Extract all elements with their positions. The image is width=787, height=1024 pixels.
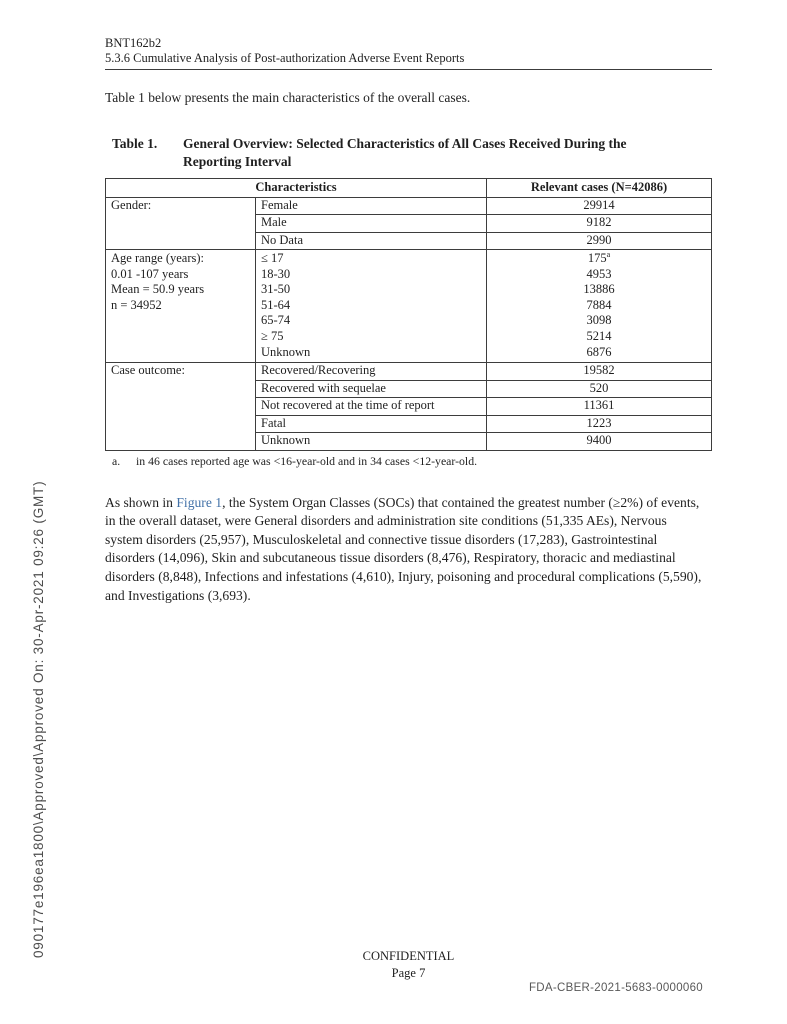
outcome-section-label: Case outcome: (106, 363, 256, 451)
table1-header-row (106, 179, 712, 198)
page-number: Page 7 (391, 965, 426, 980)
header-section-title: 5.3.6 Cumulative Analysis of Post-authorization Adverse Event Reports (105, 51, 712, 70)
table1-caption-text: General Overview: Selected Characteristics of All Cases Received During the Reporting Interval (183, 136, 627, 169)
document-header (105, 36, 712, 70)
value-cell: 9182 (487, 215, 712, 233)
confidential-label: CONFIDENTIAL (362, 949, 455, 963)
value-cell: 29914 (487, 197, 712, 215)
header-product-name: BNT162b2 (105, 36, 162, 50)
table-row-gender-female (106, 197, 712, 215)
value-cell: 9400 (487, 433, 712, 451)
age-groups-cell: ≤ 17 18-30 31-50 51-64 65-74 ≥ 75 Unknown (256, 250, 487, 363)
footnote-marker: a. (112, 453, 121, 468)
paragraph-text-pre: As shown in (105, 494, 177, 510)
category-cell: Recovered with sequelae (256, 380, 487, 398)
category-cell: Female (256, 197, 487, 215)
gender-section-label: Gender: (106, 197, 256, 250)
footnote-reference: a (606, 249, 611, 259)
intro-sentence: Table 1 below presents the main characteristics of the overall cases. (105, 90, 471, 105)
category-cell: Unknown (256, 433, 487, 451)
table1 (105, 178, 712, 451)
value-cell: 520 (487, 380, 712, 398)
table1-footnote (112, 454, 712, 468)
category-cell: Not recovered at the time of report (256, 398, 487, 416)
body-paragraph (105, 494, 704, 606)
category-cell: Fatal (256, 415, 487, 433)
footnote-text: in 46 cases reported age was <16-year-old and in 34 cases <12-year-old. (136, 453, 478, 468)
page-content (105, 36, 712, 605)
page-footer (105, 948, 712, 981)
value-cell: 11361 (487, 398, 712, 416)
figure1-link[interactable]: Figure 1 (176, 494, 223, 510)
age-values-cell: 175$^a$ 4953 13886 7884 3098 5214 6876 (487, 250, 712, 363)
value-cell: 1223 (487, 415, 712, 433)
table-row-outcome-recovered (106, 363, 712, 381)
column-header-relevant-cases: Relevant cases (N=42086) (487, 179, 712, 198)
column-header-characteristics: Characteristics (106, 179, 487, 198)
table1-caption-label: Table 1. (112, 136, 158, 151)
category-cell: No Data (256, 232, 487, 250)
value-cell: 2990 (487, 232, 712, 250)
category-cell: Male (256, 215, 487, 233)
table-row-age-range (106, 250, 712, 363)
fda-document-id: FDA-CBER-2021-5683-0000060 (528, 982, 703, 994)
approval-stamp-vertical: 090177e196ea1800\Approved\Approved On: 30-Apr-2021 09:26 (GMT) (31, 480, 46, 958)
paragraph-text-post: , the System Organ Classes (SOCs) that contained the greatest number (≥2%) of events, in the overall dataset, were General disorders and administration site conditions (51,335 AEs), Nervous system disorders (25,957), Musculoskeletal and connective tissue disorders (17,283), Gastrointestinal disorders (14,096), Skin and subcutaneous tissue disorders (8,476), Respiratory, thoracic and mediastinal disorders (8,848), Infections and infestations (4,610), Injury, poisoning and procedural complications (5,590), and Investigations (3,693). (105, 494, 702, 603)
table1-caption (112, 135, 712, 171)
age-section-label: Age range (years): 0.01 -107 years Mean = 50.9 years n = 34952 (106, 250, 256, 363)
value-cell: 19582 (487, 363, 712, 381)
category-cell: Recovered/Recovering (256, 363, 487, 381)
